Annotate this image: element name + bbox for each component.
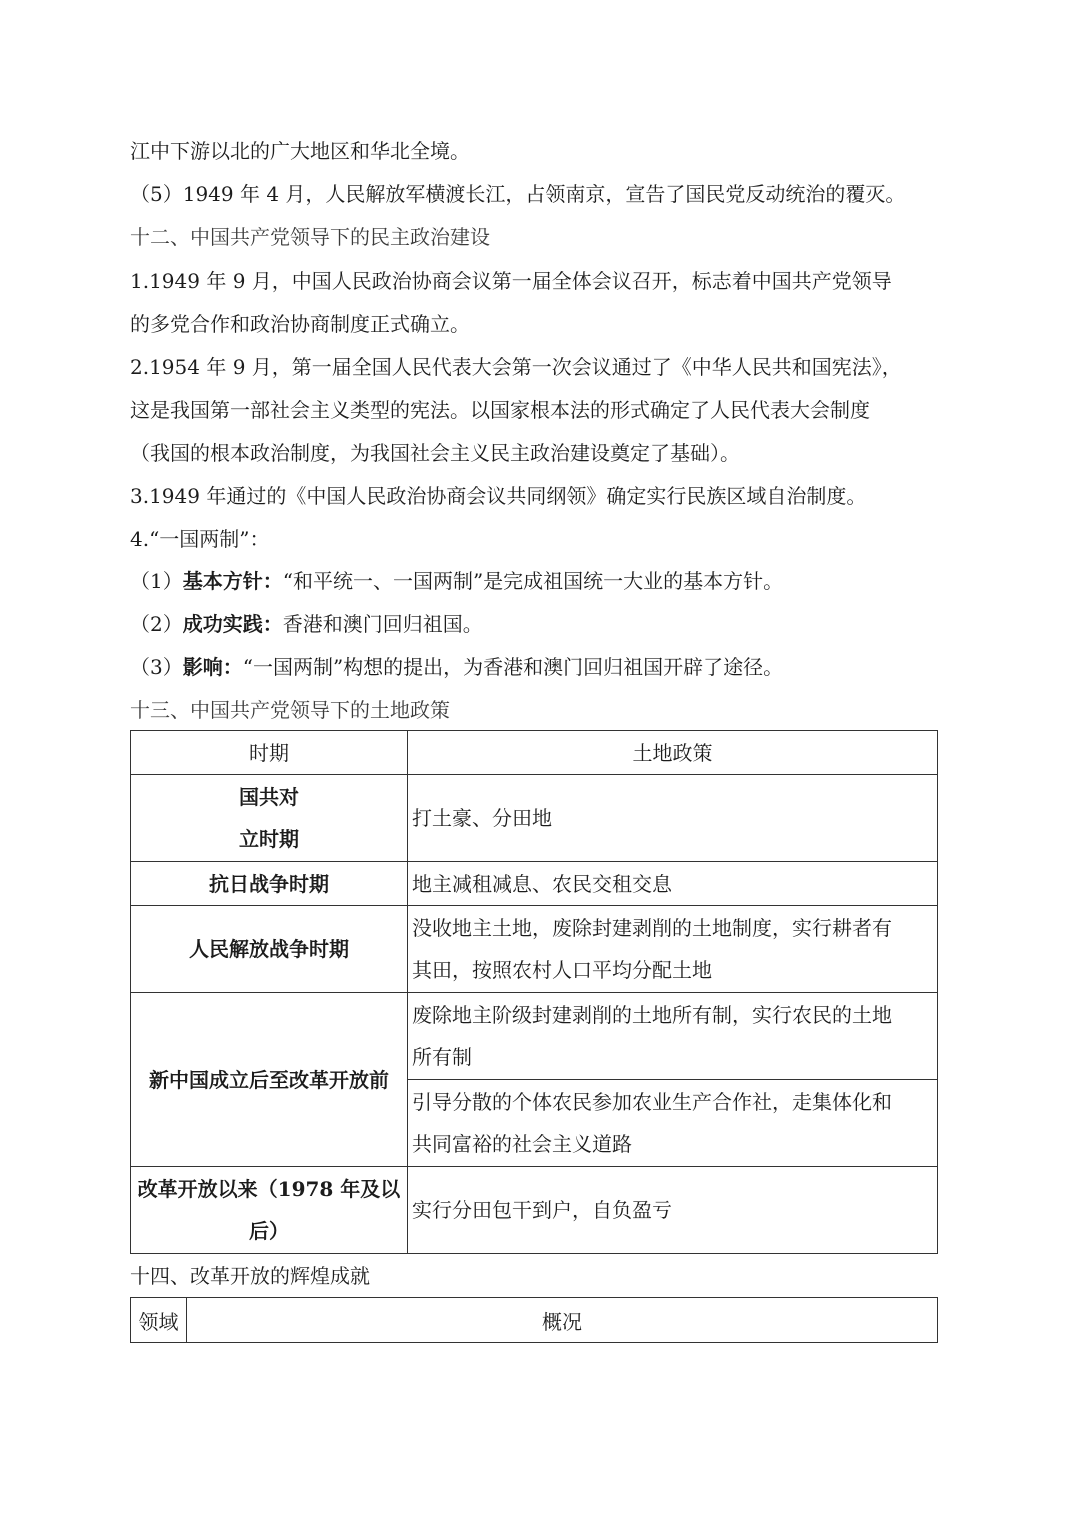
policy-text: 废除地主阶级封建剥削的土地所有制，实行农民的土地 <box>412 1003 892 1027</box>
column-header-policy: 土地政策 <box>408 731 938 775</box>
subitem-text: “一国两制”构想的提出，为香港和澳门回归祖国开辟了途径。 <box>242 655 784 679</box>
table-row <box>131 906 938 993</box>
subitem-label: 影响： <box>182 655 243 679</box>
list-subitem <box>130 652 783 682</box>
subitem-label: 基本方针： <box>182 569 283 593</box>
land-policy-table <box>130 730 938 1254</box>
paragraph-line: （5）1949 年 4 月，人民解放军横渡长江，占领南京，宣告了国民党反动统治的覆灭。 <box>130 182 906 206</box>
subitem-label: 成功实践： <box>182 612 283 636</box>
section-heading-12: 十二、中国共产党领导下的民主政治建设 <box>130 225 490 249</box>
list-subitem <box>130 609 483 639</box>
period-cell <box>131 775 408 862</box>
period-text: 立时期 <box>239 827 299 851</box>
table-header-row <box>131 1298 938 1343</box>
table-header-row <box>131 731 938 775</box>
policy-cell <box>408 906 938 993</box>
list-item-title: 4.“一国两制”： <box>130 527 270 551</box>
policy-cell: 地主减租减息、农民交租交息 <box>408 862 938 906</box>
subitem-text: 香港和澳门回归祖国。 <box>282 612 483 636</box>
paragraph-line: （我国的根本政治制度，为我国社会主义民主政治建设奠定了基础）。 <box>130 441 740 465</box>
column-header-overview: 概况 <box>187 1298 938 1343</box>
policy-cell <box>408 993 938 1080</box>
paragraph-line: 江中下游以北的广大地区和华北全境。 <box>130 139 470 163</box>
period-text: 后） <box>249 1219 289 1243</box>
table-row <box>131 775 938 862</box>
column-header-period: 时期 <box>131 731 408 775</box>
paragraph-line: 的多党合作和政治协商制度正式确立。 <box>130 312 470 336</box>
paragraph-line: 这是我国第一部社会主义类型的宪法。以国家根本法的形式确定了人民代表大会制度 <box>130 398 870 422</box>
paragraph-line: 1.1949 年 9 月，中国人民政治协商会议第一届全体会议召开，标志着中国共产党领导 <box>130 269 892 293</box>
policy-text: 没收地主土地，废除封建剥削的土地制度，实行耕者有 <box>412 916 892 940</box>
period-text: 国共对 <box>239 785 299 809</box>
column-header-field: 领域 <box>131 1298 187 1343</box>
table-row <box>131 993 938 1080</box>
period-cell: 新中国成立后至改革开放前 <box>131 993 408 1167</box>
policy-text: 所有制 <box>412 1045 472 1069</box>
policy-text: 共同富裕的社会主义道路 <box>412 1132 632 1156</box>
section-heading-14: 十四、改革开放的辉煌成就 <box>130 1264 370 1288</box>
table-row <box>131 862 938 906</box>
policy-text: 其田，按照农村人口平均分配土地 <box>412 958 712 982</box>
policy-cell: 实行分田包干到户，自负盈亏 <box>408 1167 938 1254</box>
period-text: 改革开放以来（1978 年及以 <box>137 1177 401 1201</box>
achievements-table <box>130 1297 938 1343</box>
subitem-prefix: （2） <box>130 612 183 636</box>
list-subitem <box>130 566 783 596</box>
table-row <box>131 1167 938 1254</box>
period-cell: 人民解放战争时期 <box>131 906 408 993</box>
policy-cell: 打土豪、分田地 <box>408 775 938 862</box>
subitem-text: “和平统一、一国两制”是完成祖国统一大业的基本方针。 <box>282 569 784 593</box>
period-cell <box>131 1167 408 1254</box>
subitem-prefix: （1） <box>130 569 183 593</box>
section-heading-13: 十三、中国共产党领导下的土地政策 <box>130 698 450 722</box>
subitem-prefix: （3） <box>130 655 183 679</box>
period-cell: 抗日战争时期 <box>131 862 408 906</box>
policy-text: 引导分散的个体农民参加农业生产合作社，走集体化和 <box>412 1090 892 1114</box>
paragraph-line: 2.1954 年 9 月，第一届全国人民代表大会第一次会议通过了《中华人民共和国宪法》， <box>130 355 902 379</box>
policy-cell <box>408 1080 938 1167</box>
paragraph-line: 3.1949 年通过的《中国人民政治协商会议共同纲领》确定实行民族区域自治制度。 <box>130 484 867 508</box>
